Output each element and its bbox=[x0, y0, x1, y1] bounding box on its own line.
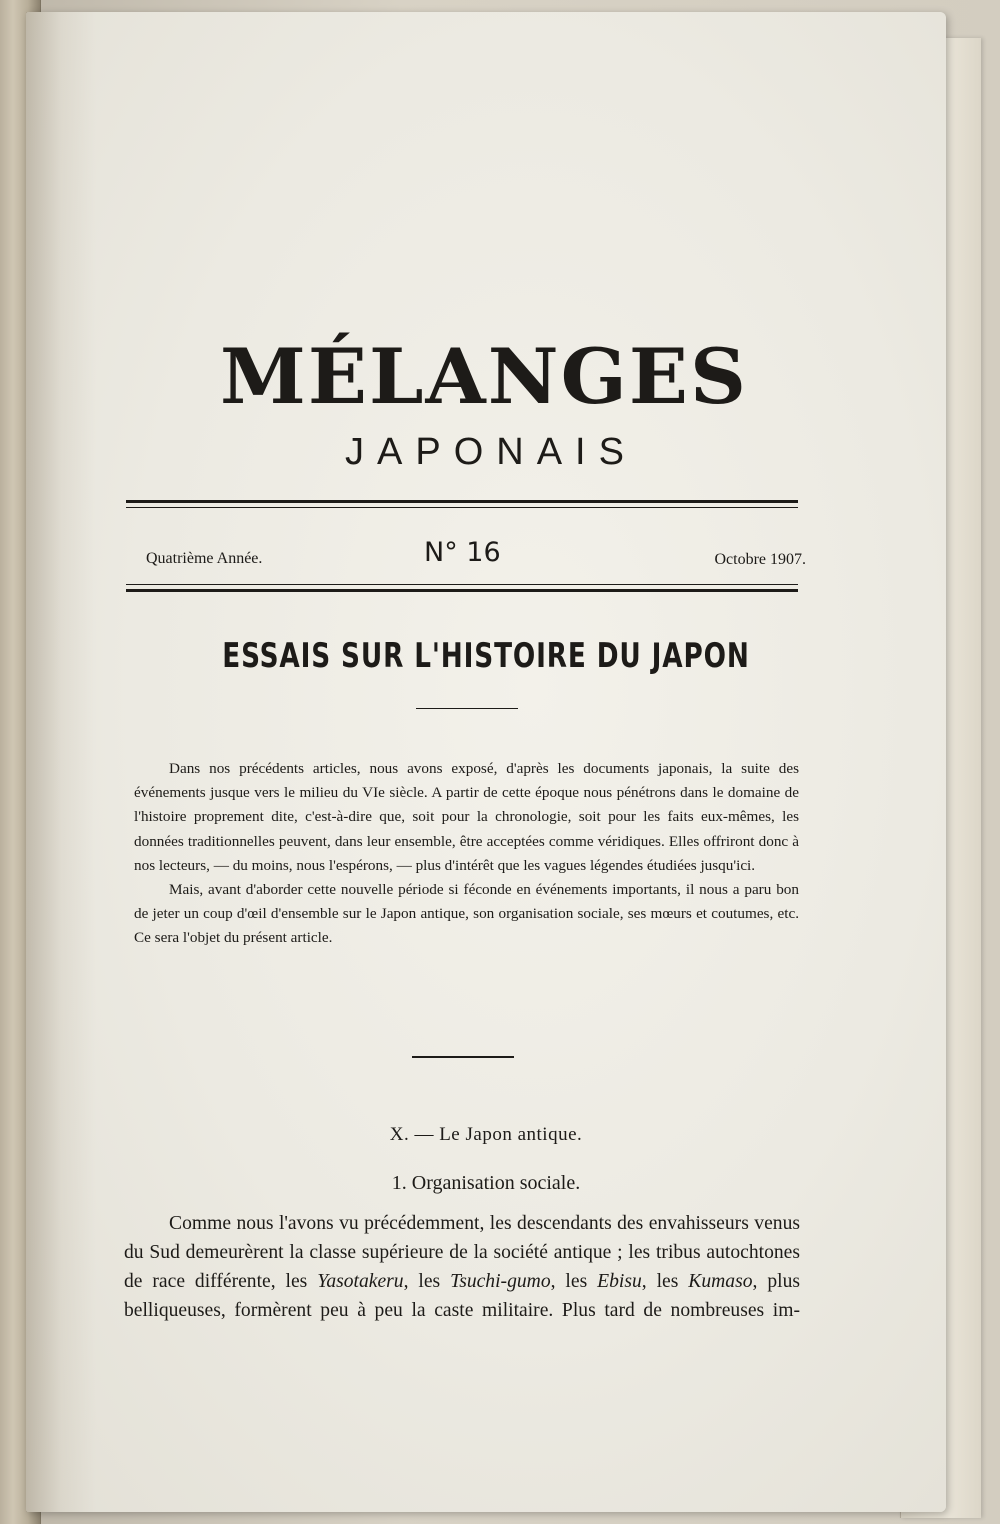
masthead-rule-thin-top bbox=[126, 507, 798, 508]
body-segment: Comme nous l'avons vu précédemment, les descendants des envahisseurs venus du Sud demeurèrent la classe supérieure de la société antique ; les tribus autochtones de race différente, les bbox=[124, 1213, 800, 1292]
body-segment: , plus belliqueuses, formèrent peu à peu la caste militaire. Plus tard de nombreuses im- bbox=[124, 1271, 800, 1321]
intro-text bbox=[134, 757, 799, 951]
intro-paragraph-2: Mais, avant d'aborder cette nouvelle période si féconde en événements importants, il nous a paru bon de jeter un coup d'œil d'ensemble sur le Japon antique, son organisation sociale, ses mœurs et coutumes, etc. Ce sera l'objet du présent article. bbox=[134, 881, 799, 947]
issue-info bbox=[146, 537, 806, 577]
intro-paragraph-1: Dans nos précédents articles, nous avons exposé, d'après les documents japonais, la suite des événements jusque vers le milieu du VIe siècle. A partir de cette époque nous pénétrons dans le domaine de l'histoire proprement dite, c'est-à-dire que, soit pour la chronologie, soit pour les faits eux-mêmes, les données traditionnelles peuvent, dans leur ensemble, être acceptées comme véridiques. Elles offriront donc à nos lecteurs, — du moins, nous l'espérons, — plus d'intérêt que les vagues légendes étudiées jusqu'ici. bbox=[134, 760, 799, 874]
article-title: ESSAIS SUR L'HISTOIRE DU JAPON bbox=[222, 636, 750, 676]
tribe-name: Kumaso bbox=[688, 1271, 753, 1292]
title-separator bbox=[416, 708, 518, 709]
journal-page bbox=[26, 12, 946, 1512]
gutter-shadow bbox=[26, 12, 96, 1512]
body-paragraph bbox=[124, 1209, 800, 1325]
journal-title: MÉLANGES bbox=[219, 332, 749, 421]
section-heading: X. — Le Japon antique. bbox=[389, 1124, 583, 1145]
issue-number: N° 16 bbox=[424, 537, 501, 568]
body-text bbox=[124, 1209, 800, 1325]
issue-date: Octobre 1907. bbox=[714, 551, 806, 568]
sub-heading: 1. Organisation sociale. bbox=[391, 1172, 581, 1194]
issue-rule-thin-bottom bbox=[126, 584, 798, 585]
section-separator bbox=[412, 1056, 514, 1058]
issue-rule-thick-bottom bbox=[126, 589, 798, 592]
body-segment: , les bbox=[403, 1271, 451, 1292]
tribe-name: Ebisu bbox=[597, 1271, 642, 1292]
body-segment: , les bbox=[550, 1271, 598, 1292]
masthead bbox=[26, 332, 946, 474]
tribe-name: Yasotakeru bbox=[317, 1271, 404, 1292]
journal-subtitle: JAPONAIS bbox=[345, 431, 637, 473]
issue-year: Quatrième Année. bbox=[146, 550, 263, 567]
body-segment: , les bbox=[641, 1271, 689, 1292]
tribe-name: Tsuchi-gumo bbox=[450, 1271, 551, 1292]
masthead-rule-thick-top bbox=[126, 500, 798, 503]
